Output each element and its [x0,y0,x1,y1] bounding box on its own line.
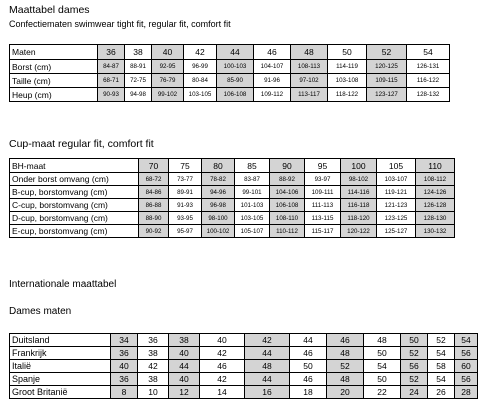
table-cell: 52 [401,347,428,360]
table-cell: 36 [111,347,138,360]
table-row [10,60,450,74]
table-cell: 125-127 [377,225,416,238]
table-cell: 109-115 [367,74,407,88]
table-cell: 50 [364,347,401,360]
table-cell: 16 [245,386,290,399]
table-cell: 96-99 [184,60,217,74]
table-cell: 40 [169,373,200,386]
table-cell: 103-105 [235,212,270,225]
table-cell: 115-117 [305,225,341,238]
table-cell: 104-107 [254,60,291,74]
table-cell: 54 [407,45,450,60]
table-cell: 120-122 [341,225,377,238]
table-cell: 14 [200,386,245,399]
section1-title: Maattabel dames [9,4,90,16]
table-cell: 105-107 [235,225,270,238]
table-cell: 83-87 [235,173,270,186]
table-cell: 18 [290,386,327,399]
table-cell: 97-102 [291,74,328,88]
table-cell: 52 [367,45,407,60]
table-cell: 109-112 [254,88,291,102]
table-cell: 128-130 [416,212,455,225]
table-cell: 38 [125,45,152,60]
row-label: Spanje [10,373,111,386]
table-cell: 92-95 [152,60,184,74]
table-cell: 114-119 [328,60,367,74]
table-cell: 50 [290,360,327,373]
row-label: C-cup, borstomvang (cm) [10,199,139,212]
row-label: B-cup, borstomvang (cm) [10,186,139,199]
table-cell: 52 [327,360,364,373]
table-cell: 50 [364,373,401,386]
table-cell: 42 [200,347,245,360]
table-cell: 91-96 [254,74,291,88]
table-cell: 123-127 [367,88,407,102]
table-cell: 108-110 [270,212,305,225]
table-cell: 126-131 [407,60,450,74]
table-cell: 12 [169,386,200,399]
table-cell: 24 [401,386,428,399]
table-cell: 99-102 [152,88,184,102]
row-label: Heup (cm) [10,88,98,102]
table-cell: 48 [327,347,364,360]
table-cell: 36 [98,45,125,60]
table-cell: 56 [455,373,478,386]
table-cell: 111-113 [305,199,341,212]
table-cell: 86-88 [139,199,169,212]
table-cell: 73-77 [169,173,202,186]
table-cell: 54 [428,347,455,360]
table-cell: 103-107 [377,173,416,186]
table-cell: 42 [200,373,245,386]
table-cell: 58 [428,360,455,373]
table-cell: 99-101 [235,186,270,199]
table-cell: 36 [138,334,169,347]
table-cell: 100 [341,159,377,173]
table-cell: 103-108 [328,74,367,88]
table-cell: 50 [401,334,428,347]
table-row [10,199,455,212]
table-cell: 106-108 [270,199,305,212]
table-cell: 54 [428,373,455,386]
table-cell: 8 [111,386,138,399]
table-cell: 68-72 [139,173,169,186]
table-cell: 110-112 [270,225,305,238]
table-cell: 91-93 [169,199,202,212]
table-cell: 88-91 [125,60,152,74]
section3-subtitle: Dames maten [9,306,72,317]
table-cell: 84-87 [98,60,125,74]
table-row [10,360,478,373]
row-label: D-cup, borstomvang (cm) [10,212,139,225]
table-cell: 96-98 [202,199,235,212]
row-label: Duitsland [10,334,111,347]
row-label: BH-maat [10,159,139,173]
table-header-row [10,45,450,60]
table-cell: 98-100 [202,212,235,225]
table-cell: 38 [138,373,169,386]
section2-title: Cup-maat regular fit, comfort fit [9,138,154,150]
table-row [10,347,478,360]
row-label: E-cup, borstomvang (cm) [10,225,139,238]
table-cell: 90-92 [139,225,169,238]
table-cell: 109-111 [305,186,341,199]
table-cell: 50 [328,45,367,60]
table-cell: 70 [139,159,169,173]
table-cell: 128-132 [407,88,450,102]
table-cell: 54 [455,334,478,347]
table-cell: 116-118 [341,199,377,212]
table-cell: 46 [290,347,327,360]
table-row [10,334,478,347]
table-cell: 108-112 [416,173,455,186]
table-cell: 124-126 [416,186,455,199]
row-label: Taille (cm) [10,74,98,88]
row-label: Borst (cm) [10,60,98,74]
table-cell: 113-115 [305,212,341,225]
table-cell: 84-86 [139,186,169,199]
table-cell: 78-82 [202,173,235,186]
table-cell: 95-97 [169,225,202,238]
row-label: Frankrijk [10,347,111,360]
table-cell: 85-90 [217,74,254,88]
table-cell: 52 [428,334,455,347]
table-cell: 76-79 [152,74,184,88]
table-cell: 54 [364,360,401,373]
table-cell: 42 [138,360,169,373]
table-cell: 52 [401,373,428,386]
table-cell: 38 [138,347,169,360]
table-cell: 75 [169,159,202,173]
table-cell: 44 [245,373,290,386]
table-cell: 101-103 [235,199,270,212]
table-cell: 80 [202,159,235,173]
table-cell: 118-120 [341,212,377,225]
table-cell: 93-97 [305,173,341,186]
table-cell: 26 [428,386,455,399]
table-row [10,88,450,102]
table-cell: 68-71 [98,74,125,88]
table-cell: 100-102 [202,225,235,238]
table-cell: 40 [169,347,200,360]
table-cell: 104-106 [270,186,305,199]
table-row [10,173,455,186]
table-cell: 119-121 [377,186,416,199]
table-cell: 72-75 [125,74,152,88]
table-cell: 105 [377,159,416,173]
table-cell: 42 [245,334,290,347]
row-label: Groot Britanië [10,386,111,399]
table-cell: 44 [169,360,200,373]
table-cell: 95 [305,159,341,173]
table-cell: 88-92 [270,173,305,186]
table-cell: 34 [111,334,138,347]
table-cell: 44 [217,45,254,60]
table-cell: 42 [184,45,217,60]
table-cell: 56 [401,360,428,373]
table-cell: 85 [235,159,270,173]
table-cell: 46 [290,373,327,386]
table-cell: 108-113 [291,60,328,74]
table-cell: 90 [270,159,305,173]
table-cell: 48 [327,373,364,386]
table-cell: 94-98 [125,88,152,102]
table-header-row [10,159,455,173]
table-cell: 89-91 [169,186,202,199]
table-cell: 48 [364,334,401,347]
table-cell: 114-116 [341,186,377,199]
table-cell: 116-122 [407,74,450,88]
table-cell: 60 [455,360,478,373]
table-cell: 120-125 [367,60,407,74]
section3-title: Internationale maattabel [9,279,117,290]
table-cell: 93-95 [169,212,202,225]
table-cell: 130-132 [416,225,455,238]
table-cell: 46 [200,360,245,373]
table-cell: 38 [169,334,200,347]
table-cell: 80-84 [184,74,217,88]
row-label: Onder borst omvang (cm) [10,173,139,186]
row-label: Maten [10,45,98,60]
table-cell: 28 [455,386,478,399]
table-cell: 103-105 [184,88,217,102]
table-row [10,186,455,199]
table-cell: 48 [245,360,290,373]
table-cell: 40 [152,45,184,60]
table-cell: 44 [290,334,327,347]
table-cell: 123-125 [377,212,416,225]
table-cell: 100-103 [217,60,254,74]
table-cell: 56 [455,347,478,360]
table-cell: 10 [138,386,169,399]
table-cell: 48 [291,45,328,60]
table-row [10,373,478,386]
table-cell: 121-123 [377,199,416,212]
table-row [10,212,455,225]
table-cell: 94-96 [202,186,235,199]
section1-subtitle: Confectiematen swimwear tight fit, regular fit, comfort fit [9,19,231,29]
table-row [10,386,478,399]
size-table-dames [9,44,450,102]
table-cell: 22 [364,386,401,399]
table-cell: 20 [327,386,364,399]
table-cell: 40 [111,360,138,373]
table-cell: 44 [245,347,290,360]
table-row [10,225,455,238]
international-size-table [9,333,478,399]
table-cell: 46 [327,334,364,347]
table-cell: 90-93 [98,88,125,102]
table-cell: 46 [254,45,291,60]
table-cell: 40 [200,334,245,347]
table-cell: 98-102 [341,173,377,186]
table-cell: 113-117 [291,88,328,102]
row-label: Italië [10,360,111,373]
table-cell: 36 [111,373,138,386]
table-cell: 106-108 [217,88,254,102]
table-row [10,74,450,88]
table-cell: 126-128 [416,199,455,212]
cup-size-table [9,158,455,238]
table-cell: 118-122 [328,88,367,102]
table-cell: 110 [416,159,455,173]
table-cell: 88-90 [139,212,169,225]
